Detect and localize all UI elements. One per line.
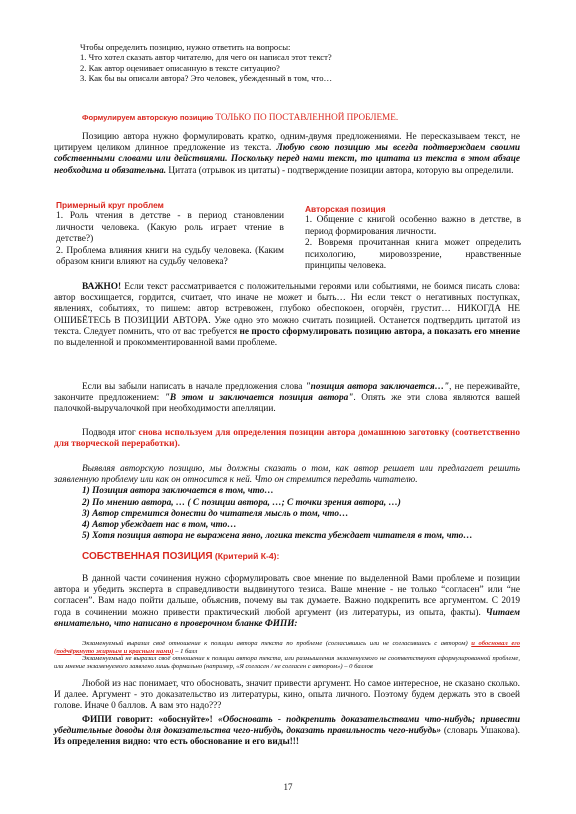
- para1-tail: Цитата (отрывок из цитаты) - подтверждение позиции автора, которую вы определили.: [166, 165, 514, 176]
- para8-lead: ФИПИ говорит: «обоснуйте»!: [82, 715, 213, 725]
- para8-italic: «Обосновать - подкрепить доказательствами что-нибудь; привести убедительные доводы для доказательства чего-нибудь, доказать правильность чего-нибудь»: [54, 715, 520, 737]
- templates-intro: Выявляя авторскую позицию, мы должны сказать о том, как автор решает или предлагает решить заявленную проблему или как он относится к ней. Что он стремится передать читателю.: [54, 464, 520, 486]
- box-author-item-2: 2. Вовремя прочитанная книга может определить психологию, мировоззрение, нравственные принципы человека.: [305, 238, 521, 272]
- para4-text1: Подводя итог: [82, 428, 139, 438]
- heading-own-position: [82, 551, 502, 562]
- template-item-5: 5) Хотя позиция автора не выражена явно, логика текста убеждает читателя в том, что…: [82, 531, 473, 542]
- para3-text2: , не переживайте, закончите предложением:: [54, 382, 521, 404]
- para1-bold-italic: Любую свою позицию мы всегда подтверждаем своими собственными словами или действиями. Поскольку перед нами текст, то цитата из текста в этом абзаце необходима и обязательна.: [54, 143, 520, 176]
- fipi-line1b: – 1 балл: [173, 647, 198, 655]
- paragraph-important: [54, 282, 520, 349]
- fipi-criteria: [54, 640, 520, 670]
- box-problems-item-2: 2. Проблема влияния книги на судьбу человека. (Каким образом книги влияют на судьбу человека?: [56, 245, 284, 268]
- fipi-line1-red: и обосновал его (подчёркнуто жирным и красным нами): [54, 640, 520, 655]
- fipi-line-2: Экзаменуемый не выразил своё отношение к позиции автора текста, или размышления экзаменуемого не соответствуют сформулированной проблеме, или мнение экзаменуемого заявлено лишь формально (например, «Я согласен / не согласен с автором») – 0 баллов: [54, 655, 520, 670]
- paragraph-formulate: [54, 132, 520, 177]
- paragraph-forgot: [54, 382, 520, 416]
- paragraph-own-opinion: [54, 574, 520, 630]
- paragraph-justify: Любой из нас понимает, что обосновать, значит привести аргумент. Но самое интересное, не сказано сколько. И далее. Аргумент - это доказательство из литературы, кино, опыта личного. Поэтому будем держать это в своей голове. Иначе 0 баллов. А вам это надо???: [54, 679, 520, 712]
- para2-text1: Если текст рассматривается с положительными героями или событиями, не боимся писать слова: автор восхищается, гордится, считает, что иначе не может и быть… Ни если текст о негативных поступках, явлениях, событиях, то пишем: автор встревожен, глубоко обеспокоен, огорчён, грустит…: [54, 282, 520, 315]
- para6-text: В данной части сочинения нужно сформулировать свое мнение по выделенной Вами проблеме и позиции автора и убедить эксперта в справедливости выдвинутого тезиса. Ваше мнение - не только “согласен” или “не согласен”. Вам надо пойти дальше, объяснив, почему вы так думаете. Важно подкрепить все аргументом. С 2019 года в сочинении можно привести практический любой аргумент (из литературы, из опыта, факты).: [54, 574, 520, 618]
- question-1: 1. Что хотел сказать автор читателю, для чего он написал этот текст?: [80, 52, 332, 63]
- paragraph-templates: [54, 464, 520, 542]
- box-author-item-1: 1. Общение с книгой особенно важно в детстве, в период формирования личности.: [305, 215, 521, 237]
- para2-bold: не просто сформулировать позицию автора, а показать его мнение: [239, 326, 520, 337]
- box-problems: [56, 200, 284, 268]
- para3-quote1: "позиция автора заключается…": [305, 382, 450, 392]
- para8-plain: (словарь Ушакова).: [441, 726, 520, 737]
- heading1-emph: ТОЛЬКО ПО ПОСТАВЛЕННОЙ ПРОБЛЕМЕ.: [215, 112, 399, 122]
- fipi-line1a: Экзаменуемый выразил своё отношение к позиции автора текста по проблеме (согласившись или не согласившись с автором): [82, 640, 472, 647]
- para2-text3: по выделенной и прокомментированной вами проблеме.: [54, 338, 278, 349]
- para3-text3: . Опять же эти слова являются вашей палочкой-выручалочкой при необходимости апелляции.: [54, 393, 520, 415]
- page-number: 17: [283, 782, 293, 792]
- para3-text1: Если вы забыли написать в начале предложения слова: [82, 382, 306, 392]
- question-2: 2. Как автор оценивает описанную в тексте ситуацию?: [80, 62, 280, 73]
- question-3: 3. Как бы вы описали автора? Это человек, убежденный в том, что…: [80, 73, 333, 84]
- box-author-position: [305, 204, 521, 272]
- para2-text2: Уже одно это можно считать позицией. Останется подтвердить цитатой из текста. Следует помнить, что от вас требуется: [54, 315, 520, 337]
- box-author-title: Авторская позиция: [305, 204, 386, 214]
- heading2-rest: (Критерий К-4):: [212, 551, 280, 561]
- para6-italic: Читаем внимательно, что написано в проверочном бланке ФИПИ:: [54, 607, 520, 629]
- para1-plain: Позицию автора нужно формулировать кратко, одним-двумя предложениями. Не пересказываем текст, не цитируем целиком длинное предложение из текста.: [54, 132, 520, 154]
- intro-block: [80, 42, 510, 84]
- para2-caps: НИКОГДА НЕ ОШИБЁТЕСЬ В ПОЗИЦИИ АВТОРА.: [54, 304, 520, 326]
- heading-author-position: [82, 112, 502, 122]
- box-problems-title: Примерный круг проблем: [56, 200, 164, 210]
- heading2-red: СОБСТВЕННАЯ ПОЗИЦИЯ: [82, 551, 213, 562]
- template-item-3: 3) Автор стремится донести до читателя мысль о том, что…: [82, 508, 349, 519]
- paragraph-summary: [54, 428, 520, 450]
- template-item-1: 1) Позиция автора заключается в том, что…: [82, 486, 274, 497]
- template-item-4: 4) Автор убеждает нас в том, что…: [82, 520, 237, 531]
- important-label: ВАЖНО!: [82, 282, 122, 292]
- para4-red: снова используем для определения позиции автора домашнюю заготовку (соответственно для творческой переработки).: [54, 428, 520, 450]
- para8-bold: Из определения видно: что есть обоснование и его виды!!!: [54, 737, 300, 748]
- heading1-prefix: Формулируем авторскую позицию: [82, 113, 216, 122]
- intro-lead: Чтобы определить позицию, нужно ответить на вопросы:: [80, 42, 291, 52]
- paragraph-fipi-says: [54, 715, 520, 749]
- box-problems-item-1: 1. Роль чтения в детстве - в период становлении личности человека. (Какую роль играет чтение в детстве?): [56, 211, 284, 245]
- template-item-2: 2) По мнению автора, … ( С позиции автора, …; С точки зрения автора, …): [82, 497, 401, 508]
- fipi-line-1: [54, 640, 520, 655]
- para3-quote2: "В этом и заключается позиция автора": [164, 393, 354, 404]
